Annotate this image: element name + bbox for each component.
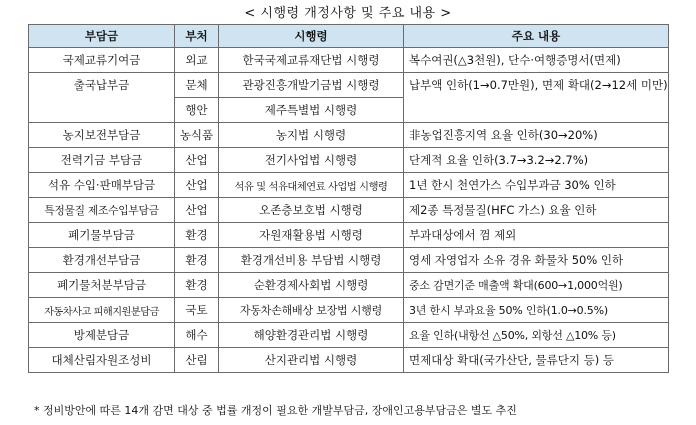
decree-cell: 농지법 시행령 xyxy=(219,123,404,148)
decree-cell: 관광진흥개발기금법 시행령 xyxy=(219,73,404,98)
content-cell: 부과대상에서 껌 제외 xyxy=(404,223,669,248)
content-cell: 중소 감면기준 매출액 확대(600→1,000억원) xyxy=(404,273,669,298)
ministry-cell: 산업 xyxy=(175,198,219,223)
table-header-row xyxy=(29,25,669,48)
charge-cell: 전력기금 부담금 xyxy=(29,148,175,173)
content-cell: 요율 인하(내항선 △50%, 외항선 △10% 등) xyxy=(404,323,669,348)
charge-cell: 출국납부금 xyxy=(29,73,175,123)
ministry-cell: 환경 xyxy=(175,248,219,273)
decree-cell: 환경개선비용 부담법 시행령 xyxy=(219,248,404,273)
content-cell: 1년 한시 천연가스 수입부과금 30% 인하 xyxy=(404,173,669,198)
charge-cell: 특정물질 제조수입부담금 xyxy=(29,198,175,223)
ministry-cell: 환경 xyxy=(175,223,219,248)
ministry-cell: 산업 xyxy=(175,173,219,198)
table-row xyxy=(29,123,669,148)
ministry-cell: 농식품 xyxy=(175,123,219,148)
charge-cell: 방제분담금 xyxy=(29,323,175,348)
decree-cell: 한국국제교류재단법 시행령 xyxy=(219,48,404,73)
ministry-cell: 문체 xyxy=(175,73,219,98)
table-row xyxy=(29,273,669,298)
charge-cell: 석유 수입·판매부담금 xyxy=(29,173,175,198)
decree-amendment-table xyxy=(28,24,669,373)
ministry-cell: 행안 xyxy=(175,98,219,123)
table-row xyxy=(29,48,669,73)
table-row xyxy=(29,323,669,348)
ministry-cell: 해수 xyxy=(175,323,219,348)
content-cell: 제2종 특정물질(HFC 가스) 요율 인하 xyxy=(404,198,669,223)
charge-cell: 국제교류기여금 xyxy=(29,48,175,73)
table-title: < 시행령 개정사항 및 주요 내용 > xyxy=(244,6,452,21)
table-row xyxy=(29,348,669,373)
table-row xyxy=(29,198,669,223)
decree-cell: 전기사업법 시행령 xyxy=(219,148,404,173)
header-ministry: 부처 xyxy=(175,25,219,48)
table-row xyxy=(29,148,669,173)
decree-cell: 자원재활용법 시행령 xyxy=(219,223,404,248)
decree-cell: 오존층보호법 시행령 xyxy=(219,198,404,223)
charge-cell: 대체산림자원조성비 xyxy=(29,348,175,373)
charge-cell: 폐기물부담금 xyxy=(29,223,175,248)
ministry-cell: 산림 xyxy=(175,348,219,373)
decree-cell: 해양환경관리법 시행령 xyxy=(219,323,404,348)
content-cell: 단계적 요율 인하(3.7→3.2→2.7%) xyxy=(404,148,669,173)
charge-cell: 자동차사고 피해지원분담금 xyxy=(29,298,175,323)
content-cell: 3년 한시 부과요율 50% 인하(1.0→0.5%) xyxy=(404,298,669,323)
decree-cell: 순환경제사회법 시행령 xyxy=(219,273,404,298)
table-row xyxy=(29,73,669,98)
charge-cell: 농지보전부담금 xyxy=(29,123,175,148)
ministry-cell: 외교 xyxy=(175,48,219,73)
header-content: 주요 내용 xyxy=(404,25,669,48)
table-row xyxy=(29,173,669,198)
decree-cell: 산지관리법 시행령 xyxy=(219,348,404,373)
content-cell: 면제대상 확대(국가산단, 물류단지 등) 등 xyxy=(404,348,669,373)
header-charge: 부담금 xyxy=(29,25,175,48)
header-decree: 시행령 xyxy=(219,25,404,48)
content-cell: 非농업진흥지역 요율 인하(30→20%) xyxy=(404,123,669,148)
table-row xyxy=(29,223,669,248)
footnote: * 정비방안에 따른 14개 감면 대상 중 법률 개정이 필요한 개발부담금, 장애인고용부담금은 별도 추진 xyxy=(34,404,517,417)
charge-cell: 환경개선부담금 xyxy=(29,248,175,273)
ministry-cell: 국토 xyxy=(175,298,219,323)
ministry-cell: 산업 xyxy=(175,148,219,173)
decree-cell: 제주특별법 시행령 xyxy=(219,98,404,123)
decree-cell: 자동차손해배상 보장법 시행령 xyxy=(219,298,404,323)
decree-cell: 석유 및 석유대체연료 사업법 시행령 xyxy=(219,173,404,198)
charge-cell: 폐기물처분부담금 xyxy=(29,273,175,298)
content-cell: 납부액 인하(1→0.7만원), 면제 확대(2→12세 미만) xyxy=(404,73,669,123)
table-row xyxy=(29,248,669,273)
table-row xyxy=(29,298,669,323)
ministry-cell: 환경 xyxy=(175,273,219,298)
content-cell: 복수여권(△3천원), 단수·여행증명서(면제) xyxy=(404,48,669,73)
content-cell: 영세 자영업자 소유 경유 화물차 50% 인하 xyxy=(404,248,669,273)
